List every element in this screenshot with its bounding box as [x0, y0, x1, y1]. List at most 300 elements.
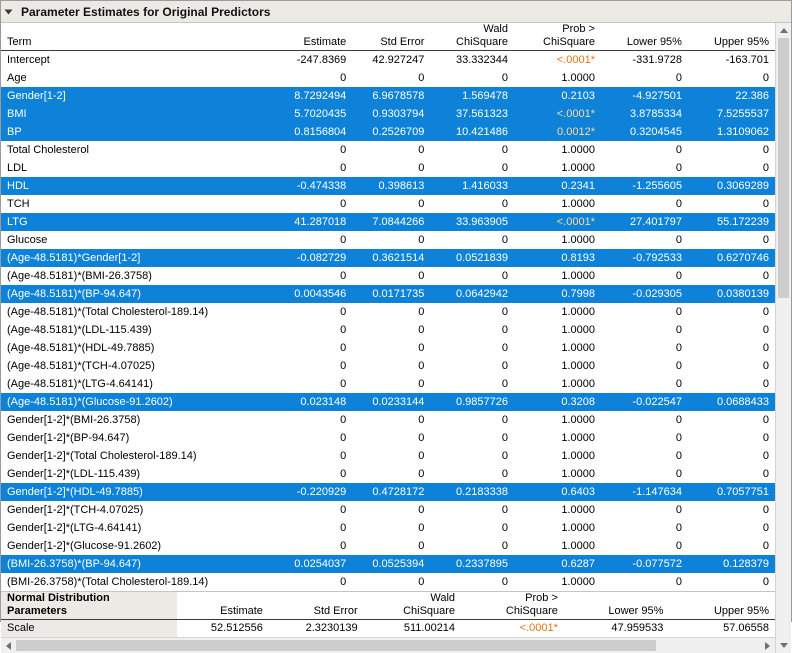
cell-lower95: 0	[675, 324, 682, 336]
cell-term: (Age-48.5181)*(HDL-49.7885)	[7, 342, 155, 354]
cell-term: BP	[1, 123, 274, 141]
cell-lower95: -1.147634	[601, 483, 688, 501]
cell-estimate: 0	[340, 342, 347, 354]
vertical-scrollbar[interactable]	[775, 23, 791, 653]
normal-distribution-table	[1, 592, 775, 637]
cell-estimate: 0	[340, 72, 347, 84]
cell-lower95: 0	[675, 468, 682, 480]
cell-std-error: 0.3621514	[352, 249, 430, 267]
cell-wald-chisquare: 33.963905	[430, 213, 514, 231]
cell-upper95: 7.5255537	[688, 105, 775, 123]
cell-estimate: 0.8156804	[274, 123, 352, 141]
cell-lower95: 0	[675, 144, 682, 156]
column-header-upper95[interactable]	[688, 23, 775, 51]
cell-wald-chisquare: 0	[501, 576, 508, 588]
cell-std-error: 0	[418, 72, 425, 84]
cell-wald-chisquare: 0	[501, 72, 508, 84]
nd-section-title	[1, 592, 177, 620]
cell-term: Gender[1-2]*(BP-94.647)	[7, 432, 130, 444]
cell-upper95: -163.701	[725, 54, 769, 66]
table-row[interactable]	[1, 213, 775, 231]
cell-std-error: 42.927247	[372, 54, 425, 66]
cell-wald-chisquare: 0.2337895	[430, 555, 514, 573]
cell-prob-chisquare: 1.0000	[561, 342, 595, 354]
cell-upper95: 0	[762, 162, 769, 174]
cell-lower95: -0.792533	[601, 249, 688, 267]
cell-prob-chisquare: 1.0000	[561, 540, 595, 552]
cell-term: Gender[1-2]*(LTG-4.64141)	[7, 522, 142, 534]
cell-wald-chisquare: 0	[501, 144, 508, 156]
cell-term: (Age-48.5181)*(Total Cholesterol-189.14)	[7, 306, 209, 318]
cell-std-error: 0	[418, 468, 425, 480]
cell-estimate: 5.7020435	[274, 105, 352, 123]
cell-std-error: 6.9678578	[352, 87, 430, 105]
nd-column-header-estimate-line2: Estimate	[220, 605, 263, 617]
cell-std-error: 0	[418, 360, 425, 372]
table-row[interactable]	[1, 285, 775, 303]
cell-upper95: 0	[762, 522, 769, 534]
cell-std-error: 7.0844266	[352, 213, 430, 231]
cell-lower95: 0	[675, 378, 682, 390]
table-header-row	[1, 23, 775, 51]
cell-lower95: 0	[675, 414, 682, 426]
table-row[interactable]	[1, 465, 775, 483]
cell-upper95: 0	[762, 504, 769, 516]
cell-prob-chisquare: 1.0000	[561, 234, 595, 246]
cell-wald-chisquare: 0	[501, 198, 508, 210]
cell-estimate: -0.220929	[274, 483, 352, 501]
cell-std-error: 0.0233144	[352, 393, 430, 411]
table-row[interactable]	[1, 87, 775, 105]
cell-lower95: -0.029305	[601, 285, 688, 303]
nd-column-header-std-error[interactable]	[269, 592, 364, 620]
cell-upper95: 0	[762, 378, 769, 390]
table-row[interactable]	[1, 501, 775, 519]
cell-std-error: 0	[418, 198, 425, 210]
cell-estimate: 0	[340, 144, 347, 156]
cell-upper95: 0	[762, 324, 769, 336]
cell-prob-chisquare: 1.0000	[561, 198, 595, 210]
table-row[interactable]	[1, 159, 775, 177]
cell-prob-chisquare: 0.2103	[514, 87, 601, 105]
cell-term: Gender[1-2]*(Glucose-91.2602)	[7, 540, 162, 552]
nd-column-header-wald-chisquare[interactable]	[364, 592, 461, 620]
cell-prob-chisquare: 1.0000	[561, 468, 595, 480]
cell-std-error: 0.0171735	[352, 285, 430, 303]
cell-lower95: 0	[675, 270, 682, 282]
column-header-std-error-line2: Std Error	[380, 36, 425, 48]
cell-term: (BMI-26.3758)*(Total Cholesterol-189.14)	[7, 576, 209, 588]
cell-wald-chisquare: 0.0521839	[430, 249, 514, 267]
cell-std-error: 0	[418, 324, 425, 336]
nd-cell-label: Scale	[1, 620, 177, 638]
cell-lower95: -1.255605	[601, 177, 688, 195]
cell-lower95: 0	[675, 432, 682, 444]
table-row[interactable]	[1, 339, 775, 357]
cell-upper95: 0.0380139	[688, 285, 775, 303]
cell-lower95: 0	[675, 522, 682, 534]
cell-std-error: 0	[418, 540, 425, 552]
cell-estimate: 8.7292494	[274, 87, 352, 105]
cell-lower95: -0.022547	[601, 393, 688, 411]
cell-lower95: 0	[675, 540, 682, 552]
cell-estimate: 0	[340, 450, 347, 462]
table-row[interactable]	[1, 573, 775, 591]
cell-upper95: 0.6270746	[688, 249, 775, 267]
cell-term: (Age-48.5181)*(LTG-4.64141)	[7, 378, 153, 390]
cell-wald-chisquare: 10.421486	[430, 123, 514, 141]
normal-distribution-section	[1, 591, 775, 637]
horizontal-scrollbar[interactable]	[1, 637, 775, 653]
cell-wald-chisquare: 0	[501, 342, 508, 354]
cell-upper95: 0	[762, 270, 769, 282]
cell-lower95: 0	[675, 342, 682, 354]
cell-estimate: 0.023148	[274, 393, 352, 411]
cell-lower95: 27.401797	[601, 213, 688, 231]
nd-cell-lower95: 47.959533	[611, 622, 664, 634]
cell-term: LDL	[7, 162, 28, 174]
horizontal-scroll-thumb[interactable]	[16, 640, 656, 651]
table-row[interactable]	[1, 357, 775, 375]
cell-estimate: 0	[340, 360, 347, 372]
nd-cell-std-error: 2.3230139	[305, 622, 358, 634]
cell-prob-chisquare: 0.8193	[514, 249, 601, 267]
cell-wald-chisquare: 0.9857726	[430, 393, 514, 411]
estimates-table-region	[1, 23, 775, 591]
cell-estimate: -247.8369	[296, 54, 347, 66]
cell-prob-chisquare: 1.0000	[561, 360, 595, 372]
panel-title-bar[interactable]	[1, 1, 791, 23]
cell-std-error: 0	[418, 504, 425, 516]
column-header-wald-chisquare[interactable]	[430, 23, 514, 51]
table-row[interactable]	[1, 141, 775, 159]
cell-term: (Age-48.5181)*(BMI-26.3758)	[7, 270, 152, 282]
table-row[interactable]	[1, 303, 775, 321]
cell-estimate: 0	[340, 162, 347, 174]
cell-prob-chisquare: 1.0000	[561, 72, 595, 84]
nd-column-header-wald-chisquare-line1: Wald	[430, 592, 456, 604]
table-row[interactable]	[1, 393, 775, 411]
cell-prob-chisquare: 0.6403	[514, 483, 601, 501]
column-header-term[interactable]	[1, 23, 274, 51]
nd-table-header-row	[1, 592, 775, 620]
nd-column-header-std-error-line2: Std Error	[313, 605, 358, 617]
cell-std-error: 0	[418, 162, 425, 174]
column-header-term-line2: Term	[7, 36, 32, 48]
cell-std-error: 0.9303794	[352, 105, 430, 123]
cell-term: TCH	[7, 198, 30, 210]
table-row[interactable]	[1, 69, 775, 87]
cell-lower95: -0.077572	[601, 555, 688, 573]
column-header-estimate[interactable]	[274, 23, 352, 51]
cell-estimate: 0	[340, 576, 347, 588]
cell-upper95: 0	[762, 414, 769, 426]
cell-std-error: 0	[418, 522, 425, 534]
cell-upper95: 0.0688433	[688, 393, 775, 411]
cell-wald-chisquare: 0	[501, 324, 508, 336]
cell-upper95: 0	[762, 306, 769, 318]
cell-term: LTG	[1, 213, 274, 231]
cell-upper95: 55.172239	[688, 213, 775, 231]
cell-lower95: 0	[675, 234, 682, 246]
cell-upper95: 0	[762, 468, 769, 480]
cell-lower95: 0	[675, 360, 682, 372]
cell-std-error: 0.2526709	[352, 123, 430, 141]
cell-upper95: 1.3109062	[688, 123, 775, 141]
cell-std-error: 0	[418, 270, 425, 282]
parameter-estimates-table	[1, 23, 775, 591]
cell-lower95: 0.3204545	[601, 123, 688, 141]
cell-prob-chisquare: 0.0012*	[514, 123, 601, 141]
cell-upper95: 0	[762, 576, 769, 588]
cell-prob-chisquare: 0.6287	[514, 555, 601, 573]
cell-prob-chisquare: 1.0000	[561, 306, 595, 318]
table-row[interactable]	[1, 411, 775, 429]
table-row[interactable]	[1, 375, 775, 393]
cell-estimate: 0	[340, 234, 347, 246]
cell-prob-chisquare: 1.0000	[561, 504, 595, 516]
horizontal-scroll-track[interactable]	[16, 638, 760, 653]
cell-lower95: -331.9728	[632, 54, 682, 66]
arrow-down-icon[interactable]	[776, 638, 791, 653]
cell-std-error: 0.4728172	[352, 483, 430, 501]
cell-upper95: 0	[762, 432, 769, 444]
cell-estimate: 0	[340, 270, 347, 282]
cell-estimate: 0	[340, 504, 347, 516]
cell-std-error: 0	[418, 576, 425, 588]
nd-column-header-estimate[interactable]	[177, 592, 269, 620]
nd-column-header-upper95[interactable]	[669, 592, 775, 620]
cell-wald-chisquare: 0	[501, 270, 508, 282]
cell-lower95: 0	[675, 306, 682, 318]
cell-term: (Age-48.5181)*(BP-94.647)	[1, 285, 274, 303]
nd-cell-estimate: 52.512556	[210, 622, 263, 634]
column-header-prob-chisquare[interactable]	[514, 23, 601, 51]
nd-column-header-prob-chisquare[interactable]	[461, 592, 564, 620]
cell-wald-chisquare: 0	[501, 432, 508, 444]
cell-estimate: 0	[340, 540, 347, 552]
cell-prob-chisquare: <.0001*	[556, 54, 595, 66]
cell-prob-chisquare: 1.0000	[561, 450, 595, 462]
cell-estimate: 0	[340, 522, 347, 534]
cell-prob-chisquare: 1.0000	[561, 432, 595, 444]
column-header-wald-chisquare-line1: Wald	[483, 23, 508, 35]
table-header	[1, 23, 775, 51]
cell-prob-chisquare: 0.3208	[514, 393, 601, 411]
table-row[interactable]	[1, 537, 775, 555]
cell-wald-chisquare: 0	[501, 468, 508, 480]
cell-estimate: -0.082729	[274, 249, 352, 267]
cell-lower95: 0	[675, 198, 682, 210]
cell-estimate: 0	[340, 468, 347, 480]
cell-wald-chisquare: 0	[501, 414, 508, 426]
cell-term: Gender[1-2]*(Total Cholesterol-189.14)	[7, 450, 197, 462]
cell-estimate: 0	[340, 198, 347, 210]
column-header-wald-chisquare-line2: ChiSquare	[456, 36, 508, 48]
arrow-up-icon[interactable]	[776, 23, 791, 38]
cell-upper95: 0	[762, 198, 769, 210]
column-header-std-error[interactable]	[352, 23, 430, 51]
nd-table-body	[1, 620, 775, 638]
cell-prob-chisquare: 1.0000	[561, 270, 595, 282]
table-row[interactable]	[1, 123, 775, 141]
cell-std-error: 0	[418, 450, 425, 462]
table-row[interactable]	[1, 267, 775, 285]
cell-upper95: 0	[762, 72, 769, 84]
arrow-left-icon[interactable]	[1, 638, 16, 653]
table-row[interactable]	[1, 105, 775, 123]
column-header-upper95-line2: Upper 95%	[713, 36, 769, 48]
cell-estimate: 0	[340, 414, 347, 426]
cell-std-error: 0.0525394	[352, 555, 430, 573]
cell-upper95: 0.7057751	[688, 483, 775, 501]
nd-column-header-prob-chisquare-line2: ChiSquare	[505, 605, 558, 617]
triangle-down-icon[interactable]	[5, 6, 16, 17]
nd-table-row[interactable]	[1, 620, 775, 638]
cell-lower95: 0	[675, 162, 682, 174]
cell-wald-chisquare: 33.332344	[456, 54, 508, 66]
cell-lower95: 0	[675, 450, 682, 462]
table-row[interactable]	[1, 447, 775, 465]
cell-upper95: 0	[762, 342, 769, 354]
cell-wald-chisquare: 0.0642942	[430, 285, 514, 303]
cell-prob-chisquare: 1.0000	[561, 414, 595, 426]
cell-term: (Age-48.5181)*Gender[1-2]	[1, 249, 274, 267]
cell-std-error: 0	[418, 414, 425, 426]
column-header-prob-chisquare-line1: Prob >	[562, 23, 595, 35]
cell-lower95: 0	[675, 576, 682, 588]
cell-term: Gender[1-2]*(HDL-49.7885)	[1, 483, 274, 501]
cell-estimate: 0	[340, 378, 347, 390]
nd-column-header-upper95-line2: Upper 95%	[713, 605, 769, 617]
cell-wald-chisquare: 0	[501, 162, 508, 174]
cell-term: BMI	[1, 105, 274, 123]
table-row[interactable]	[1, 519, 775, 537]
nd-cell-prob-chisquare: <.0001*	[519, 622, 558, 634]
cell-prob-chisquare: <.0001*	[514, 213, 601, 231]
cell-lower95: 0	[675, 504, 682, 516]
cell-prob-chisquare: 0.7998	[514, 285, 601, 303]
nd-cell-upper95: 57.06558	[723, 622, 769, 634]
cell-estimate: 41.287018	[274, 213, 352, 231]
cell-wald-chisquare: 0	[501, 360, 508, 372]
cell-std-error: 0.398613	[352, 177, 430, 195]
cell-wald-chisquare: 1.569478	[430, 87, 514, 105]
cell-std-error: 0	[418, 144, 425, 156]
table-row[interactable]	[1, 429, 775, 447]
cell-lower95: 3.8785334	[601, 105, 688, 123]
cell-term: Gender[1-2]*(TCH-4.07025)	[7, 504, 144, 516]
cell-term: (Age-48.5181)*(TCH-4.07025)	[7, 360, 155, 372]
column-header-lower95[interactable]	[601, 23, 688, 51]
content-column	[1, 23, 775, 653]
cell-upper95: 0.128379	[688, 555, 775, 573]
nd-column-header-prob-chisquare-line1: Prob >	[525, 592, 558, 604]
cell-term: Gender[1-2]*(LDL-115.439)	[7, 468, 141, 480]
cell-upper95: 0	[762, 360, 769, 372]
cell-upper95: 0	[762, 234, 769, 246]
arrow-right-icon[interactable]	[760, 638, 775, 653]
cell-wald-chisquare: 0	[501, 450, 508, 462]
cell-prob-chisquare: 1.0000	[561, 144, 595, 156]
cell-prob-chisquare: 1.0000	[561, 522, 595, 534]
table-row[interactable]	[1, 231, 775, 249]
cell-term: Gender[1-2]	[1, 87, 274, 105]
cell-estimate: 0.0043546	[274, 285, 352, 303]
column-header-estimate-line2: Estimate	[303, 36, 347, 48]
table-row[interactable]	[1, 177, 775, 195]
cell-prob-chisquare: 1.0000	[561, 576, 595, 588]
cell-prob-chisquare: 1.0000	[561, 378, 595, 390]
cell-estimate: -0.474338	[274, 177, 352, 195]
nd-column-header-lower95[interactable]	[564, 592, 670, 620]
cell-std-error: 0	[418, 342, 425, 354]
cell-term: (Age-48.5181)*(LDL-115.439)	[7, 324, 152, 336]
cell-wald-chisquare: 0	[501, 234, 508, 246]
table-row[interactable]	[1, 51, 775, 70]
nd-column-header-wald-chisquare-line2: ChiSquare	[403, 605, 456, 617]
table-row[interactable]	[1, 483, 775, 501]
cell-term: Total Cholesterol	[7, 144, 89, 156]
cell-upper95: 0	[762, 144, 769, 156]
column-header-lower95-line2: Lower 95%	[626, 36, 682, 48]
panel-body	[1, 23, 791, 653]
nd-column-header-lower95-line2: Lower 95%	[608, 605, 664, 617]
cell-wald-chisquare: 0	[501, 306, 508, 318]
table-body	[1, 51, 775, 592]
cell-wald-chisquare: 0	[501, 504, 508, 516]
cell-upper95: 0	[762, 450, 769, 462]
cell-wald-chisquare: 0	[501, 540, 508, 552]
cell-upper95: 0	[762, 540, 769, 552]
vertical-scroll-thumb[interactable]	[778, 38, 789, 298]
table-row[interactable]	[1, 555, 775, 573]
cell-prob-chisquare: <.0001*	[514, 105, 601, 123]
cell-upper95: 0.3069289	[688, 177, 775, 195]
table-row[interactable]	[1, 321, 775, 339]
cell-wald-chisquare: 0.2183338	[430, 483, 514, 501]
cell-term: HDL	[1, 177, 274, 195]
cell-prob-chisquare: 0.2341	[514, 177, 601, 195]
cell-prob-chisquare: 1.0000	[561, 162, 595, 174]
vertical-scroll-track[interactable]	[776, 38, 791, 638]
nd-table-header	[1, 592, 775, 620]
cell-wald-chisquare: 37.561323	[430, 105, 514, 123]
nd-section-title-line1: Normal Distribution	[7, 592, 110, 604]
table-row[interactable]	[1, 249, 775, 267]
table-row[interactable]	[1, 195, 775, 213]
cell-lower95: 0	[675, 72, 682, 84]
cell-wald-chisquare: 0	[501, 378, 508, 390]
cell-std-error: 0	[418, 378, 425, 390]
cell-wald-chisquare: 1.416033	[430, 177, 514, 195]
cell-term: (Age-48.5181)*(Glucose-91.2602)	[1, 393, 274, 411]
cell-estimate: 0	[340, 324, 347, 336]
page-title: Parameter Estimates for Original Predictors	[21, 4, 271, 19]
cell-term: Intercept	[7, 54, 50, 66]
cell-term: (BMI-26.3758)*(BP-94.647)	[1, 555, 274, 573]
nd-section-title-line2: Parameters	[7, 605, 67, 617]
nd-cell-wald-chisquare: 511.00214	[403, 622, 456, 634]
cell-wald-chisquare: 0	[501, 522, 508, 534]
cell-std-error: 0	[418, 306, 425, 318]
cell-term: Glucose	[7, 234, 48, 246]
cell-term: Gender[1-2]*(BMI-26.3758)	[7, 414, 141, 426]
cell-term: Age	[7, 72, 27, 84]
cell-estimate: 0	[340, 306, 347, 318]
cell-lower95: -4.927501	[601, 87, 688, 105]
cell-upper95: 22.386	[688, 87, 775, 105]
